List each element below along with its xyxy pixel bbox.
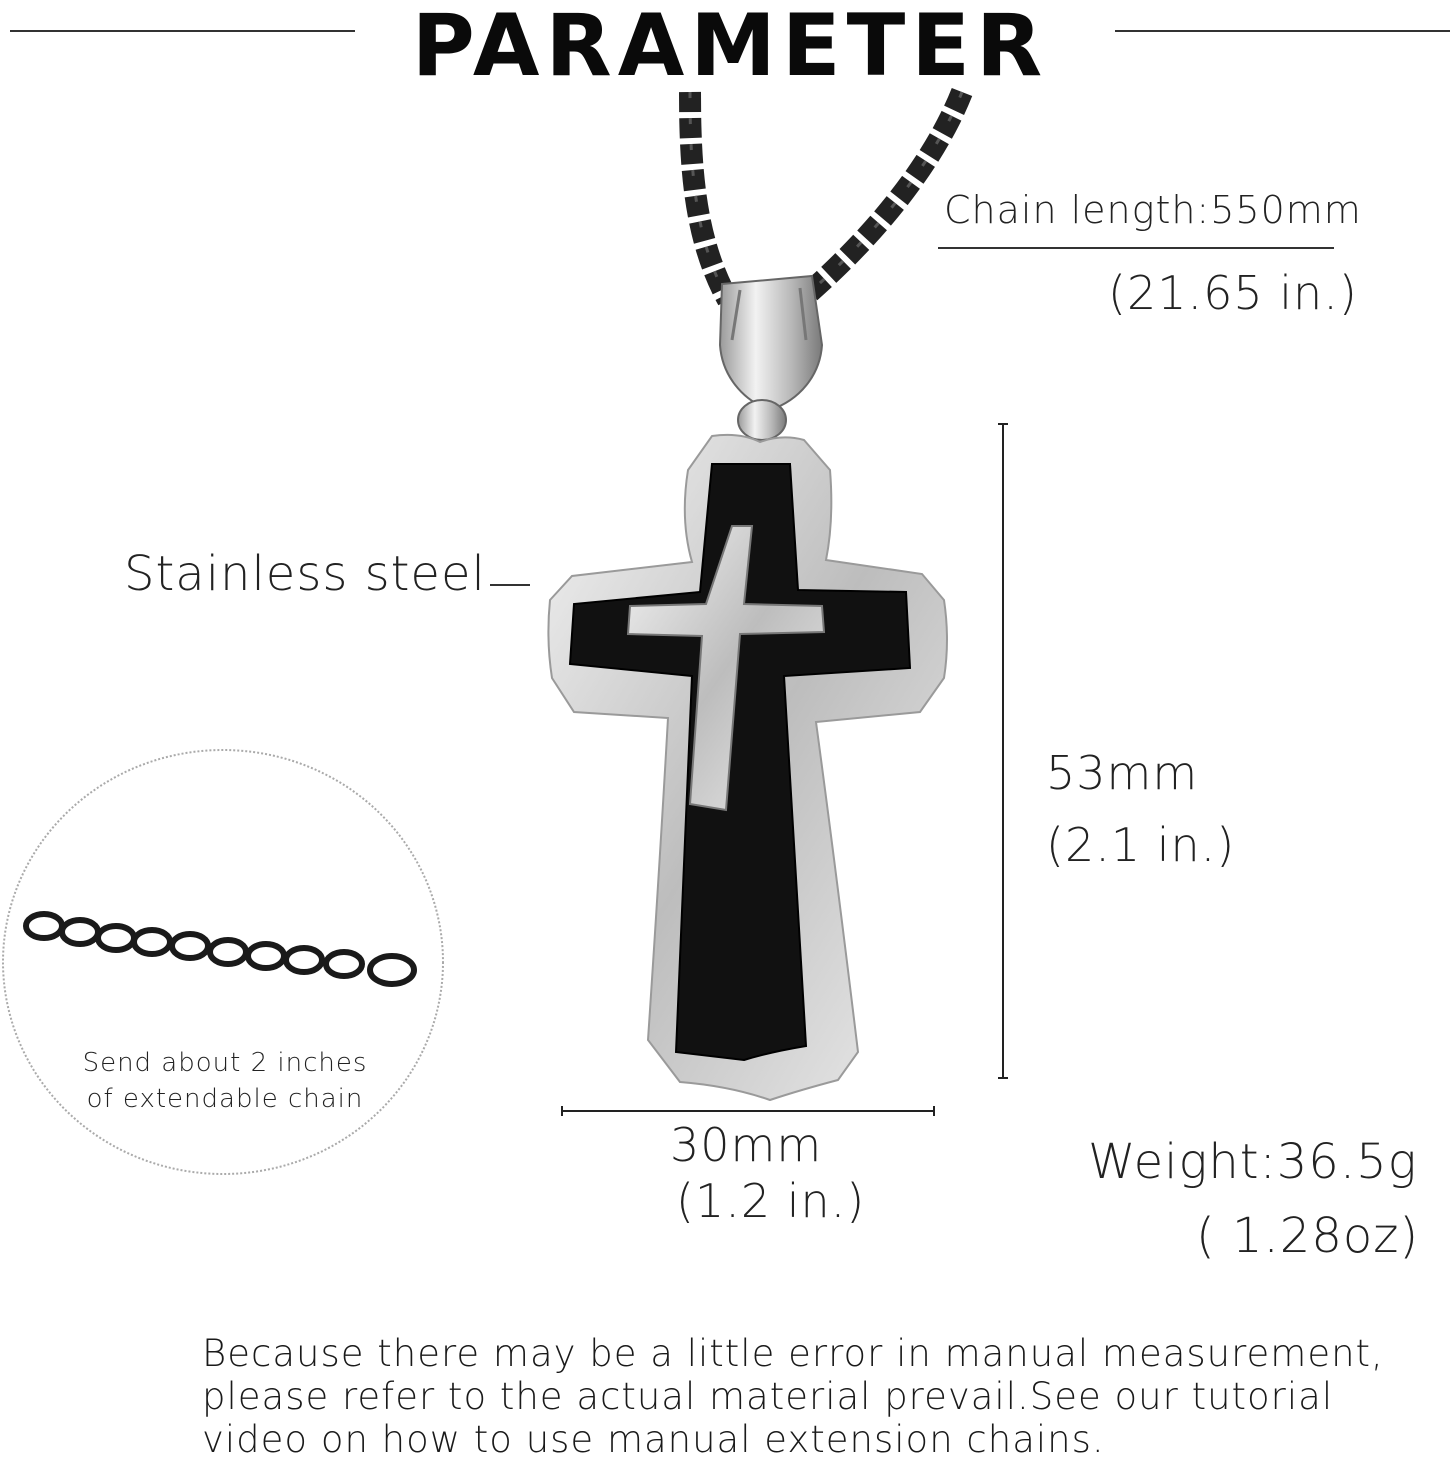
note-line1: Because there may be a little error in manual measurement,: [202, 1332, 1384, 1375]
pendant-bail: [720, 276, 822, 440]
width-inches-label: (1.2 in.): [676, 1174, 866, 1228]
extender-chain: [26, 914, 414, 984]
weight-ounces-label: ( 1.28oz): [1196, 1208, 1420, 1264]
height-dimension-line: [998, 424, 1008, 1078]
page-title: PARAMETER: [411, 0, 1049, 96]
material-label: Stainless steel: [124, 546, 486, 602]
extender-caption-line1: Send about 2 inches: [82, 1048, 368, 1078]
weight-grams-label: Weight:36.5g: [1088, 1134, 1418, 1190]
measurement-note: [202, 1332, 1402, 1461]
height-mm-label: 53mm: [1046, 746, 1199, 800]
width-dimension-line: [562, 1106, 934, 1116]
width-mm-label: 30mm: [670, 1118, 823, 1172]
chain-length-label: Chain length:550mm: [944, 188, 1362, 232]
box-chain: [690, 92, 962, 300]
height-inches-label: (2.1 in.): [1046, 818, 1236, 872]
note-line2: please refer to the actual material prevail.See our tutorial: [202, 1375, 1334, 1418]
extender-caption-line2: of extendable chain: [86, 1084, 364, 1114]
chain-length-inches: (21.65 in.): [1108, 266, 1358, 320]
note-line3: video on how to use manual extension chains.: [202, 1418, 1105, 1461]
